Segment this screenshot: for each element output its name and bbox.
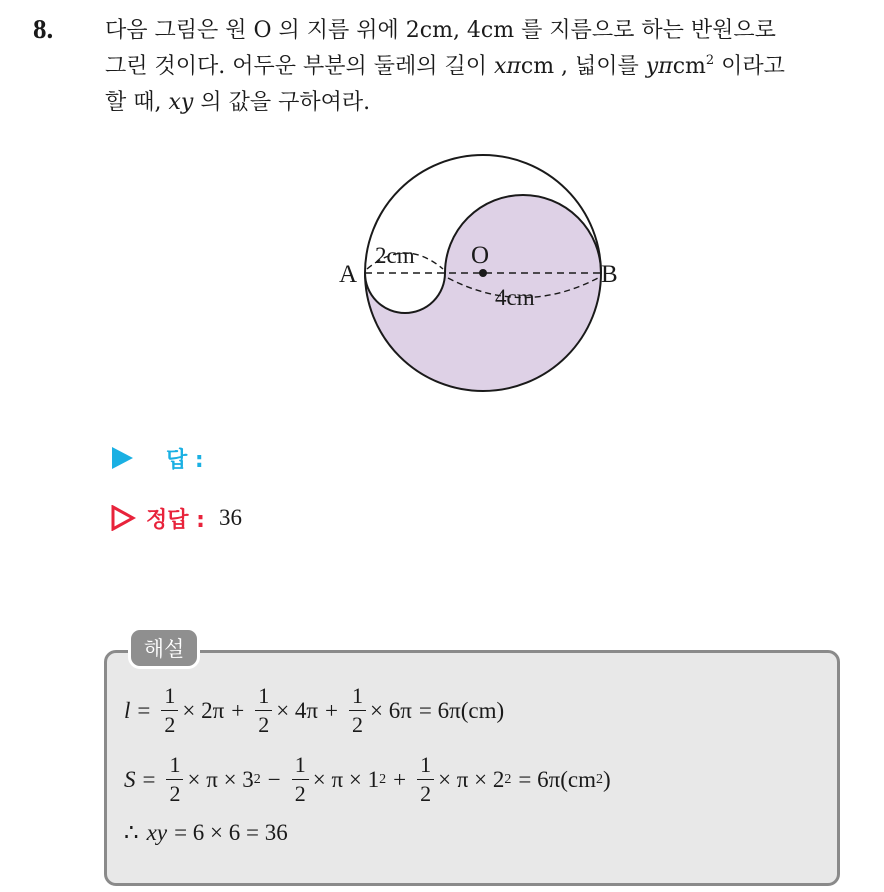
question-line-3: 할 때, xy 의 값을 구하여라. <box>105 90 371 115</box>
fraction: $\frac{1}{2}$ <box>349 685 366 736</box>
fraction: $\frac{1}{2}$ <box>161 685 178 736</box>
label-b: B <box>601 261 618 288</box>
label-2cm: 2cm <box>375 243 415 268</box>
shaded-region <box>365 195 601 391</box>
question-text <box>105 13 875 121</box>
answer-row <box>110 440 204 476</box>
question-line-1: 다음 그림은 원 O 의 지름 위에 2cm, 4cm 를 지름으로 하는 반원으로 <box>105 18 776 43</box>
answer-label: 답 : <box>166 447 204 473</box>
question-number: 8. <box>33 14 54 44</box>
explanation-tag: 해설 <box>128 627 200 669</box>
explanation-line-1: l = $\frac{1}{2}$ × 2π + $\frac{1}{2}$ × 4π + $\frac{1}{2}$ × 6π = 6π(cm) <box>124 683 505 737</box>
question-line-2: 그린 것이다. 어두운 부분의 둘레의 길이 xπcm , 넓이를 yπcm$^2$ 이라고 <box>105 53 785 79</box>
correct-answer-row <box>110 500 242 536</box>
correct-answer-value: 36 <box>218 505 242 530</box>
center-point <box>479 269 487 277</box>
explanation-line-3: ∴ xy = 6 × 6 = 36 <box>124 820 288 845</box>
explanation-line-2: S = $\frac{1}{2}$ × π × 3 2 − $\frac{1}{2}$ × π × 1 2 + $\frac{1}{2}$ × π × 2 2 = 6π(cm 2 ) <box>124 752 611 806</box>
label-a: A <box>339 261 358 288</box>
outline-arrow-icon <box>110 505 136 531</box>
fraction: $\frac{1}{2}$ <box>292 754 309 805</box>
semicircle-figure <box>330 145 650 405</box>
correct-answer-label: 정답 : <box>146 507 205 533</box>
label-o: O <box>471 242 490 269</box>
fraction: $\frac{1}{2}$ <box>255 685 272 736</box>
label-4cm: 4cm <box>495 285 535 310</box>
play-arrow-icon <box>110 446 134 470</box>
fraction: $\frac{1}{2}$ <box>166 754 183 805</box>
fraction: $\frac{1}{2}$ <box>417 754 434 805</box>
